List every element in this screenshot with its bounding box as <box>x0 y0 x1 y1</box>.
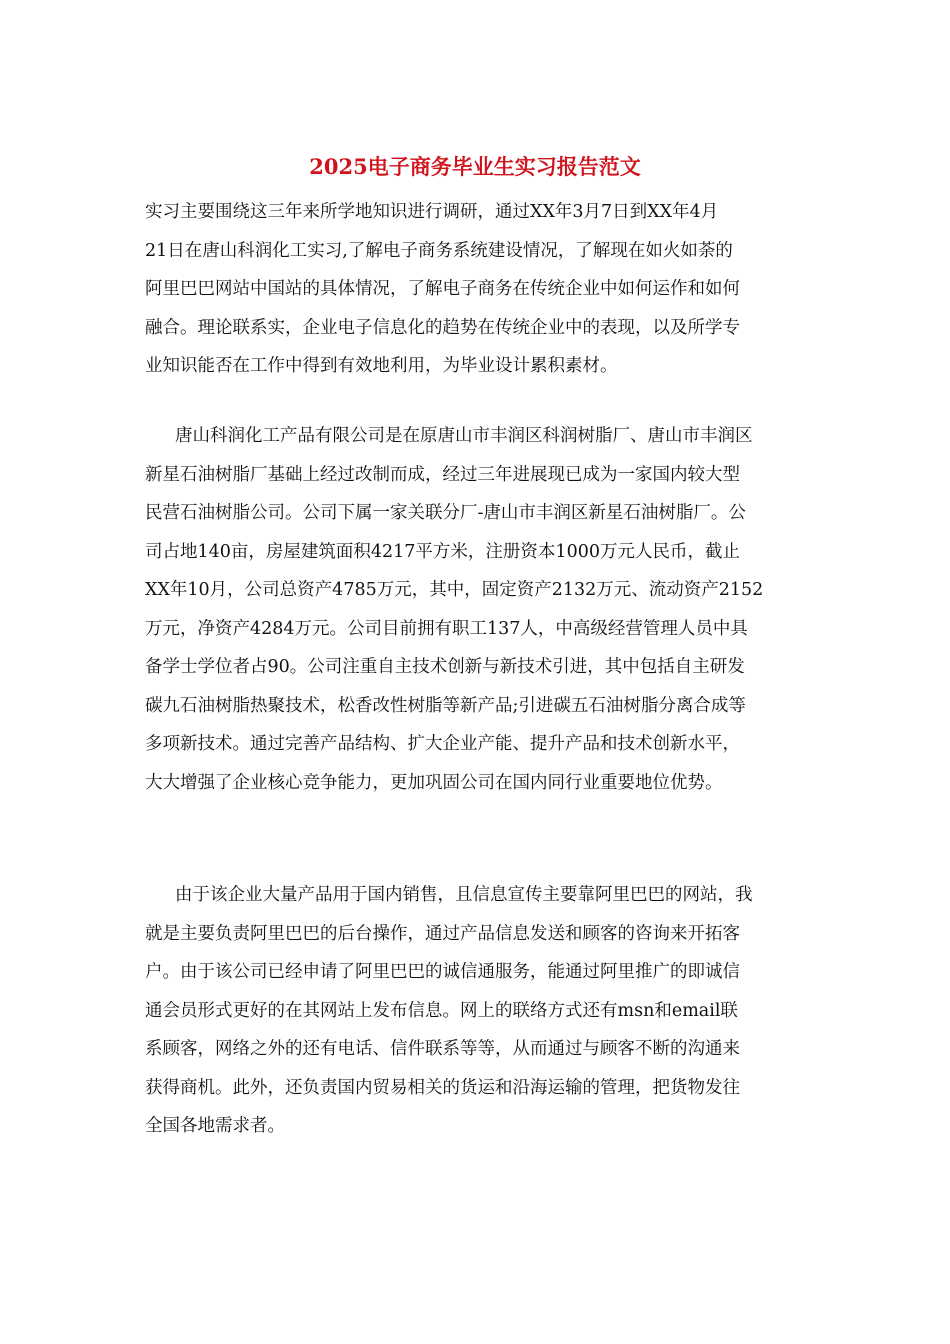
paragraph-line: 系顾客，网络之外的还有电话、信件联系等等，从而通过与顾客不断的沟通来 <box>145 1039 740 1059</box>
paragraph-line: 万元，净资产4284万元。公司目前拥有职工137人，中高级经营管理人员中具 <box>145 618 748 639</box>
paragraph-3 <box>145 876 813 1146</box>
paragraph-line: 多项新技术。通过完善产品结构、扩大企业产能、提升产品和技术创新水平， <box>145 734 740 754</box>
paragraph-line: 民营石油树脂公司。公司下属一家关联分厂-唐山市丰润区新星石油树脂厂。公 <box>145 503 746 523</box>
paragraph-line: 阿里巴巴网站中国站的具体情况，了解电子商务在传统企业中如何运作和如何 <box>145 279 740 299</box>
document-title: 2025电子商务毕业生实习报告范文 <box>309 154 641 179</box>
paragraph-line: 就是主要负责阿里巴巴的后台操作，通过产品信息发送和顾客的咨询来开拓客 <box>145 923 740 944</box>
paragraph-line: 户。由于该公司已经申请了阿里巴巴的诚信通服务，能通过阿里推广的即诚信 <box>145 962 740 982</box>
paragraph-1 <box>145 193 813 386</box>
paragraph-line: 全国各地需求者。 <box>145 1116 285 1136</box>
paragraph-line: 新星石油树脂厂基础上经过改制而成，经过三年进展现已成为一家国内较大型 <box>145 464 740 485</box>
paragraph-line: 融合。理论联系实，企业电子信息化的趋势在传统企业中的表现，以及所学专 <box>145 317 740 338</box>
paragraph-line: 由于该企业大量产品用于国内销售，且信息宣传主要靠阿里巴巴的网站，我 <box>175 885 753 905</box>
paragraph-line: 通会员形式更好的在其网站上发布信息。网上的联络方式还有msn和email联 <box>145 1000 738 1021</box>
paragraph-line: 司占地140亩，房屋建筑面积4217平方米，注册资本1000万元人民币，截止 <box>145 541 740 562</box>
paragraph-line: 大大增强了企业核心竞争能力，更加巩固公司在国内同行业重要地位优势。 <box>145 772 723 793</box>
paragraph-line: XX年10月，公司总资产4785万元，其中，固定资产2132万元、流动资产2152 <box>145 580 764 600</box>
paragraph-line: 获得商机。此外，还负责国内贸易相关的货运和沿海运输的管理，把货物发往 <box>145 1077 740 1098</box>
paragraph-line: 碳九石油树脂热聚技术，松香改性树脂等新产品;引进碳五石油树脂分离合成等 <box>145 695 746 716</box>
paragraph-line: 业知识能否在工作中得到有效地利用，为毕业设计累积素材。 <box>145 356 618 376</box>
paragraph-line: 备学士学位者占90。公司注重自主技术创新与新技术引进，其中包括自主研发 <box>145 657 745 677</box>
paragraph-line: 唐山科润化工产品有限公司是在原唐山市丰润区科润树脂厂、唐山市丰润区 <box>175 426 753 446</box>
paragraph-line: 21日在唐山科润化工实习,了解电子商务系统建设情况，了解现在如火如荼的 <box>145 240 733 261</box>
paragraph-2 <box>145 417 813 802</box>
paragraph-line: 实习主要围绕这三年来所学地知识进行调研，通过XX年3月7日到XX年4月 <box>145 202 719 222</box>
